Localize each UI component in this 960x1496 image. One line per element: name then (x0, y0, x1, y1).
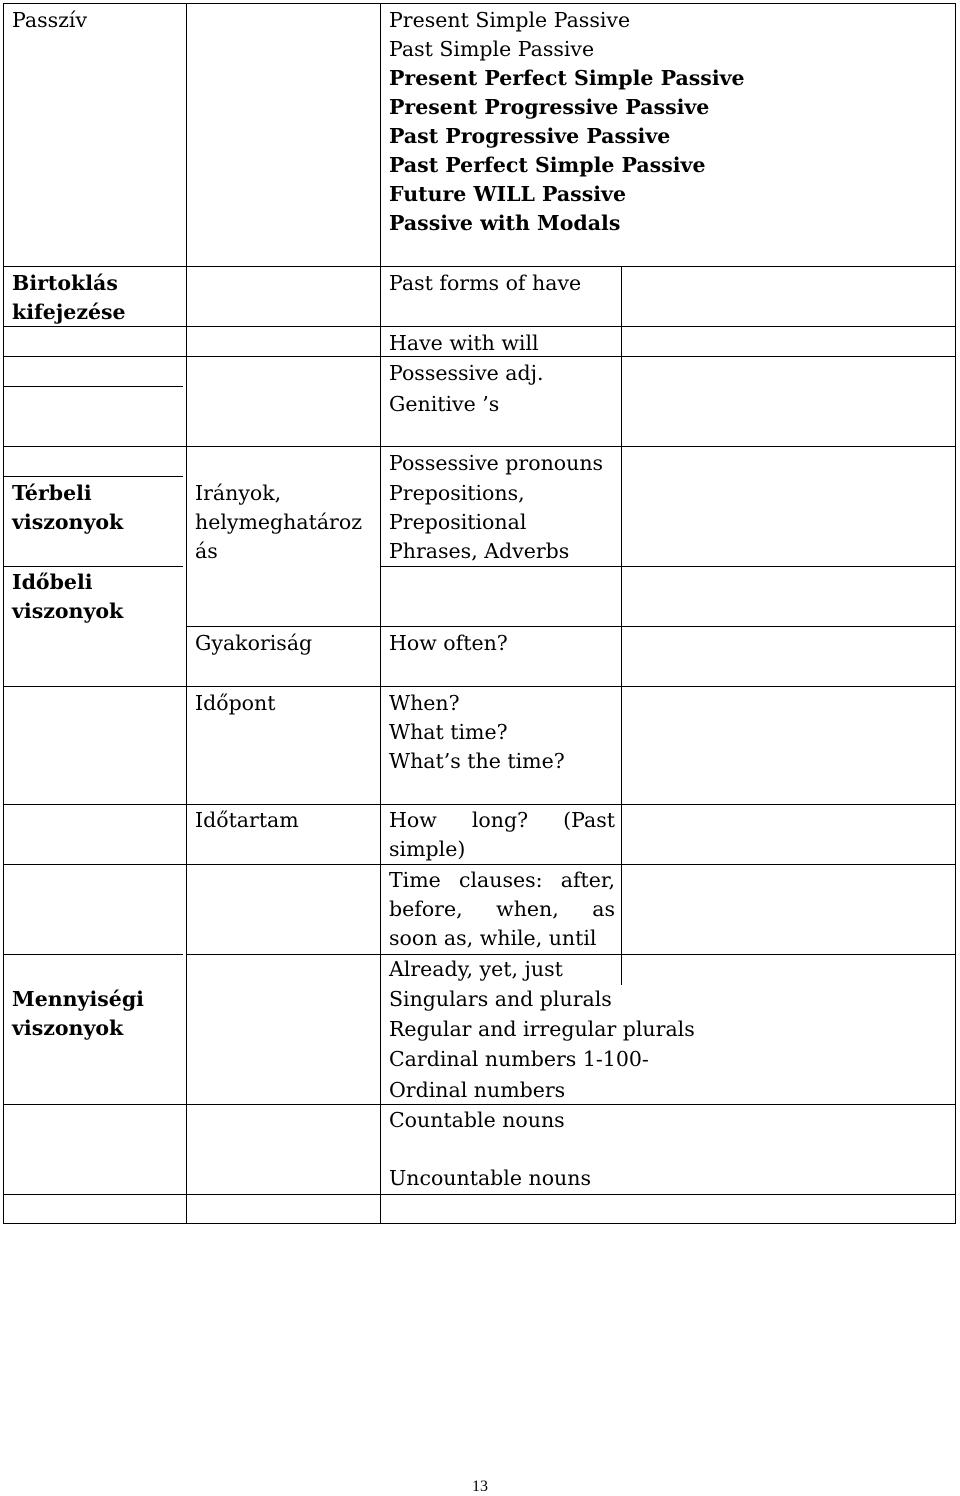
rule (955, 3, 956, 1224)
row-label-terbeli: viszonyok (12, 510, 124, 534)
row-label-birtoklas: kifejezése (12, 300, 126, 324)
rule (380, 566, 956, 567)
duration-item: How long? (Past simple) (389, 808, 615, 861)
passive-item: Passive with Modals (389, 211, 621, 235)
row-label-passziv: Passzív (12, 8, 88, 32)
sub-label-iranyok: Irányok, (195, 481, 282, 505)
time-point-item: When? (389, 691, 460, 715)
possession-item: Genitive ’s (389, 392, 500, 416)
duration-item: Already, yet, just (389, 957, 563, 981)
rule (3, 476, 183, 477)
rule (3, 3, 4, 1224)
rule (3, 446, 956, 447)
row-label-mennyisegi: Mennyiségi (12, 987, 144, 1011)
rule (3, 954, 183, 955)
possession-item: Have with will (389, 331, 539, 355)
sub-label-idopont: Időpont (195, 691, 276, 715)
possession-item: Possessive adj. (389, 361, 544, 385)
rule (186, 3, 187, 1224)
row-label-mennyisegi: viszonyok (12, 1016, 124, 1040)
passive-item: Future WILL Passive (389, 182, 627, 206)
time-point-item: What’s the time? (389, 749, 565, 773)
quantity-item: Ordinal numbers (389, 1078, 566, 1102)
row-label-terbeli: Térbeli (12, 481, 92, 505)
rule (3, 386, 183, 387)
frequency-item: How often? (389, 631, 508, 655)
quantity-item: Cardinal numbers 1-100- (389, 1047, 649, 1071)
rule (3, 1194, 956, 1195)
passive-item: Past Simple Passive (389, 37, 595, 61)
row-label-idobeli: Időbeli (12, 570, 93, 594)
sub-label-iranyok: ás (195, 539, 218, 563)
spatial-item: Prepositions, (389, 481, 525, 505)
sub-label-iranyok: helymeghatároz (195, 510, 362, 534)
quantity-item: Regular and irregular plurals (389, 1017, 695, 1041)
rule (3, 566, 183, 567)
possession-item: Possessive pronouns (389, 451, 604, 475)
passive-item: Past Perfect Simple Passive (389, 153, 706, 177)
possession-item: Past forms of have (389, 271, 582, 295)
rule (3, 266, 956, 267)
passive-item: Present Perfect Simple Passive (389, 66, 745, 90)
rule (380, 3, 381, 1224)
rule (3, 864, 956, 865)
rule (3, 1223, 956, 1224)
rule (3, 686, 956, 687)
passive-item: Past Progressive Passive (389, 124, 671, 148)
spatial-item: Phrases, Adverbs (389, 539, 570, 563)
rule (186, 626, 956, 627)
quantity-item: Uncountable nouns (389, 1166, 591, 1190)
page-number: 13 (472, 1478, 488, 1495)
row-label-birtoklas: Birtoklás (12, 271, 118, 295)
rule (3, 3, 956, 4)
rule (621, 266, 622, 985)
time-point-item: What time? (389, 720, 508, 744)
spatial-item: Prepositional (389, 510, 527, 534)
sub-label-idotartam: Időtartam (195, 808, 299, 832)
duration-item: Time clauses: after, before, when, as soon as, while, until (389, 868, 615, 950)
rule (186, 954, 956, 955)
passive-item: Present Progressive Passive (389, 95, 710, 119)
rule (3, 326, 956, 327)
row-label-idobeli: viszonyok (12, 599, 124, 623)
rule (3, 804, 956, 805)
quantity-item: Countable nouns (389, 1108, 565, 1132)
quantity-item: Singulars and plurals (389, 987, 612, 1011)
sub-label-gyakorisag: Gyakoriság (195, 631, 313, 655)
passive-item: Present Simple Passive (389, 8, 631, 32)
